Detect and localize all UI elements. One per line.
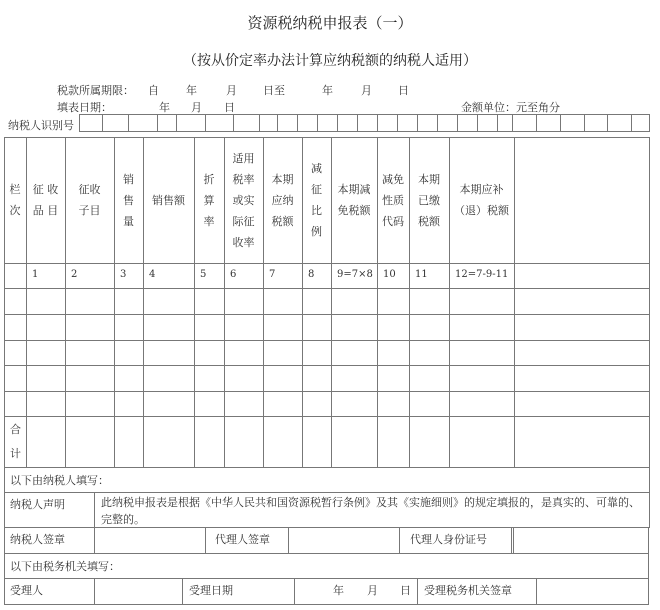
table-cell[interactable]	[331, 340, 378, 366]
total-cell[interactable]	[331, 416, 378, 468]
table-cell[interactable]	[377, 340, 410, 366]
agent-seal-field[interactable]	[288, 527, 400, 554]
table-cell[interactable]	[263, 314, 303, 341]
table-cell[interactable]	[263, 340, 303, 366]
table-cell[interactable]	[26, 288, 66, 315]
table-cell[interactable]	[26, 391, 66, 417]
taxpayer-id-box[interactable]	[536, 114, 561, 132]
table-cell	[4, 314, 27, 341]
table-cell[interactable]	[302, 288, 332, 315]
column-header-label: 本期 应纳 税额	[271, 172, 294, 228]
table-cell[interactable]	[449, 288, 515, 315]
taxpayer-id-box[interactable]	[631, 114, 650, 132]
taxpayer-id-box[interactable]	[437, 114, 458, 132]
taxpayer-id-box[interactable]	[607, 114, 632, 132]
period-day1-to: 日至	[263, 84, 285, 97]
taxpayer-id-box[interactable]	[259, 114, 278, 132]
period-label: 税款所属期限：	[57, 84, 134, 97]
period-month1: 月	[226, 84, 237, 97]
receiving-office-seal-field[interactable]	[536, 578, 649, 605]
fill-date-label: 填表日期：	[57, 101, 112, 114]
total-cell[interactable]	[26, 416, 66, 468]
taxpayer-seal-label: 纳税人签章	[10, 533, 65, 546]
column-number-label: 8	[308, 269, 315, 280]
table-cell[interactable]	[194, 314, 225, 341]
column-header-label: 减 征 比 例	[311, 162, 322, 238]
table-cell	[4, 365, 27, 392]
agent-id-label: 代理人身份证号	[410, 533, 487, 546]
table-cell[interactable]	[263, 365, 303, 392]
table-cell[interactable]	[224, 340, 264, 366]
fill-date-year: 年	[159, 101, 170, 114]
column-number-3	[114, 263, 144, 289]
column-number-label: 3	[120, 269, 127, 280]
receiving-office-label: 受理税务机关签章	[424, 584, 512, 597]
table-cell[interactable]	[143, 340, 195, 366]
receive-date-year: 年	[333, 584, 344, 597]
column-number-5	[194, 263, 225, 289]
taxpayer-section-label: 以下由纳税人填写：	[10, 474, 109, 487]
taxpayer-id-box[interactable]	[497, 114, 513, 132]
column-header-label: 征收 子目	[78, 183, 101, 217]
table-cell	[4, 340, 27, 366]
table-cell[interactable]	[331, 288, 378, 315]
table-cell[interactable]	[114, 365, 144, 392]
table-cell[interactable]	[65, 314, 115, 341]
column-number-label: 10	[383, 269, 396, 280]
table-cell	[514, 288, 650, 315]
taxpayer-id-box[interactable]	[297, 114, 318, 132]
receive-date-day: 日	[400, 584, 411, 597]
table-cell[interactable]	[302, 391, 332, 417]
taxpayer-id-box[interactable]	[176, 114, 206, 132]
table-cell[interactable]	[224, 314, 264, 341]
table-cell[interactable]	[143, 365, 195, 392]
table-cell[interactable]	[409, 365, 450, 392]
total-cell[interactable]	[377, 416, 410, 468]
taxpayer-id-box[interactable]	[457, 114, 478, 132]
taxpayer-seal-field[interactable]	[94, 527, 206, 554]
column-number-0	[4, 263, 27, 289]
table-cell[interactable]	[143, 314, 195, 341]
column-header-label: 折 算 率	[203, 172, 215, 228]
table-cell[interactable]	[224, 288, 264, 315]
taxpayer-id-box[interactable]	[397, 114, 418, 132]
total-cell[interactable]	[194, 416, 225, 468]
taxpayer-id-label: 纳税人识别号	[8, 119, 74, 132]
column-header-label: 销 售 量	[123, 172, 134, 228]
amount-unit: 金额单位：元至角分	[461, 101, 560, 114]
period-day2: 日	[398, 84, 409, 97]
taxpayer-id-box[interactable]	[377, 114, 398, 132]
table-cell[interactable]	[377, 288, 410, 315]
column-header-label: 本期减 免税额	[337, 183, 371, 217]
table-cell	[4, 288, 27, 315]
taxpayer-id-box[interactable]	[357, 114, 378, 132]
column-header-label: 减免 性质 代码	[382, 172, 404, 228]
taxpayer-id-box[interactable]	[560, 114, 585, 132]
column-number-label: 5	[200, 269, 207, 280]
table-cell[interactable]	[409, 391, 450, 417]
taxpayer-id-box[interactable]	[417, 114, 438, 132]
receiver-label: 受理人	[10, 584, 43, 597]
table-cell[interactable]	[194, 340, 225, 366]
table-cell	[514, 263, 650, 289]
table-cell[interactable]	[331, 314, 378, 341]
total-label: 合 计	[10, 423, 21, 460]
total-cell[interactable]	[114, 416, 144, 468]
form-title: 资源税纳税申报表（一）	[247, 14, 413, 32]
table-cell[interactable]	[263, 391, 303, 417]
taxpayer-id-box[interactable]	[277, 114, 298, 132]
declaration-text: 此纳税申报表是根据《中华人民共和国资源税暂行条例》及其《实施细则》的规定填报的，是真实的、可靠的、完整的。	[101, 496, 640, 526]
table-cell[interactable]	[377, 365, 410, 392]
table-cell[interactable]	[65, 340, 115, 366]
table-cell[interactable]	[409, 288, 450, 315]
table-cell[interactable]	[114, 391, 144, 417]
column-header-label: 销售额	[152, 193, 185, 207]
table-cell[interactable]	[449, 365, 515, 392]
period-year1: 年	[186, 84, 197, 97]
total-cell[interactable]	[143, 416, 195, 468]
fill-date-day: 日	[224, 101, 235, 114]
table-cell[interactable]	[114, 288, 144, 315]
total-cell[interactable]	[449, 416, 515, 468]
table-cell[interactable]	[143, 288, 195, 315]
table-cell[interactable]	[194, 288, 225, 315]
column-header-label: 本期 已缴 税额	[418, 172, 440, 228]
taxpayer-id-box[interactable]	[233, 114, 260, 132]
column-number-label: 12=7-9-11	[455, 269, 509, 280]
total-cell[interactable]	[409, 416, 450, 468]
table-cell[interactable]	[194, 391, 225, 417]
taxpayer-id-box[interactable]	[205, 114, 234, 132]
taxpayer-id-box[interactable]	[512, 114, 537, 132]
table-cell[interactable]	[302, 314, 332, 341]
form-subtitle: （按从价定率办法计算应纳税额的纳税人适用）	[183, 53, 477, 69]
column-number-label: 1	[32, 269, 39, 280]
total-cell[interactable]	[263, 416, 303, 468]
taxpayer-id-box[interactable]	[79, 114, 103, 132]
column-header-label: 栏 次	[9, 183, 21, 217]
fill-date-month: 月	[191, 101, 202, 114]
column-number-label: 6	[230, 269, 237, 280]
period-year2: 年	[322, 84, 333, 97]
table-cell[interactable]	[302, 340, 332, 366]
taxpayer-id-box[interactable]	[317, 114, 338, 132]
table-cell[interactable]	[65, 365, 115, 392]
total-cell[interactable]	[302, 416, 332, 468]
taxpayer-id-box[interactable]	[337, 114, 358, 132]
column-number-label: 4	[149, 269, 156, 280]
table-cell	[514, 391, 650, 417]
table-cell[interactable]	[331, 365, 378, 392]
period-from: 自	[148, 84, 159, 97]
column-header-label: 本期应补 （退）税额	[454, 183, 509, 217]
taxpayer-id-box[interactable]	[157, 114, 177, 132]
table-cell[interactable]	[263, 288, 303, 315]
table-cell[interactable]	[143, 391, 195, 417]
receiver-field[interactable]	[94, 578, 183, 605]
column-number-label: 2	[71, 269, 78, 280]
declaration-label: 纳税人声明	[10, 498, 65, 511]
table-cell[interactable]	[449, 391, 515, 417]
receive-date-label: 受理日期	[189, 584, 233, 597]
column-number-label: 11	[415, 269, 428, 280]
table-cell	[514, 137, 650, 264]
table-cell[interactable]	[224, 391, 264, 417]
table-cell[interactable]	[409, 314, 450, 341]
table-cell[interactable]	[114, 314, 144, 341]
table-cell[interactable]	[26, 340, 66, 366]
table-cell[interactable]	[194, 365, 225, 392]
total-cell[interactable]	[65, 416, 115, 468]
column-number-label: 9=7×8	[337, 269, 373, 280]
column-header-label: 征 收 品 目	[32, 183, 59, 217]
table-cell	[514, 416, 650, 468]
taxpayer-id-box[interactable]	[102, 114, 129, 132]
receive-date-month: 月	[367, 584, 378, 597]
column-header-label: 适用 税率 或实 际征 收率	[232, 151, 255, 249]
agent-id-field[interactable]	[511, 527, 649, 554]
table-cell	[514, 314, 650, 341]
table-cell[interactable]	[224, 365, 264, 392]
tax-office-section-label: 以下由税务机关填写：	[10, 560, 120, 573]
column-number-8	[302, 263, 332, 289]
table-cell[interactable]	[65, 288, 115, 315]
table-cell[interactable]	[449, 340, 515, 366]
table-cell[interactable]	[302, 365, 332, 392]
table-cell[interactable]	[114, 340, 144, 366]
taxpayer-id-box[interactable]	[584, 114, 608, 132]
agent-seal-label: 代理人签章	[215, 533, 270, 546]
table-cell[interactable]	[449, 314, 515, 341]
table-cell[interactable]	[331, 391, 378, 417]
table-cell[interactable]	[65, 391, 115, 417]
table-cell	[4, 391, 27, 417]
table-cell[interactable]	[377, 391, 410, 417]
period-month2: 月	[361, 84, 372, 97]
table-cell	[514, 365, 650, 392]
table-cell[interactable]	[26, 314, 66, 341]
table-cell[interactable]	[377, 314, 410, 341]
table-cell[interactable]	[409, 340, 450, 366]
table-cell	[514, 340, 650, 366]
table-cell[interactable]	[26, 365, 66, 392]
taxpayer-id-box[interactable]	[477, 114, 498, 132]
taxpayer-id-box[interactable]	[128, 114, 158, 132]
total-cell[interactable]	[224, 416, 264, 468]
column-number-label: 7	[269, 269, 276, 280]
